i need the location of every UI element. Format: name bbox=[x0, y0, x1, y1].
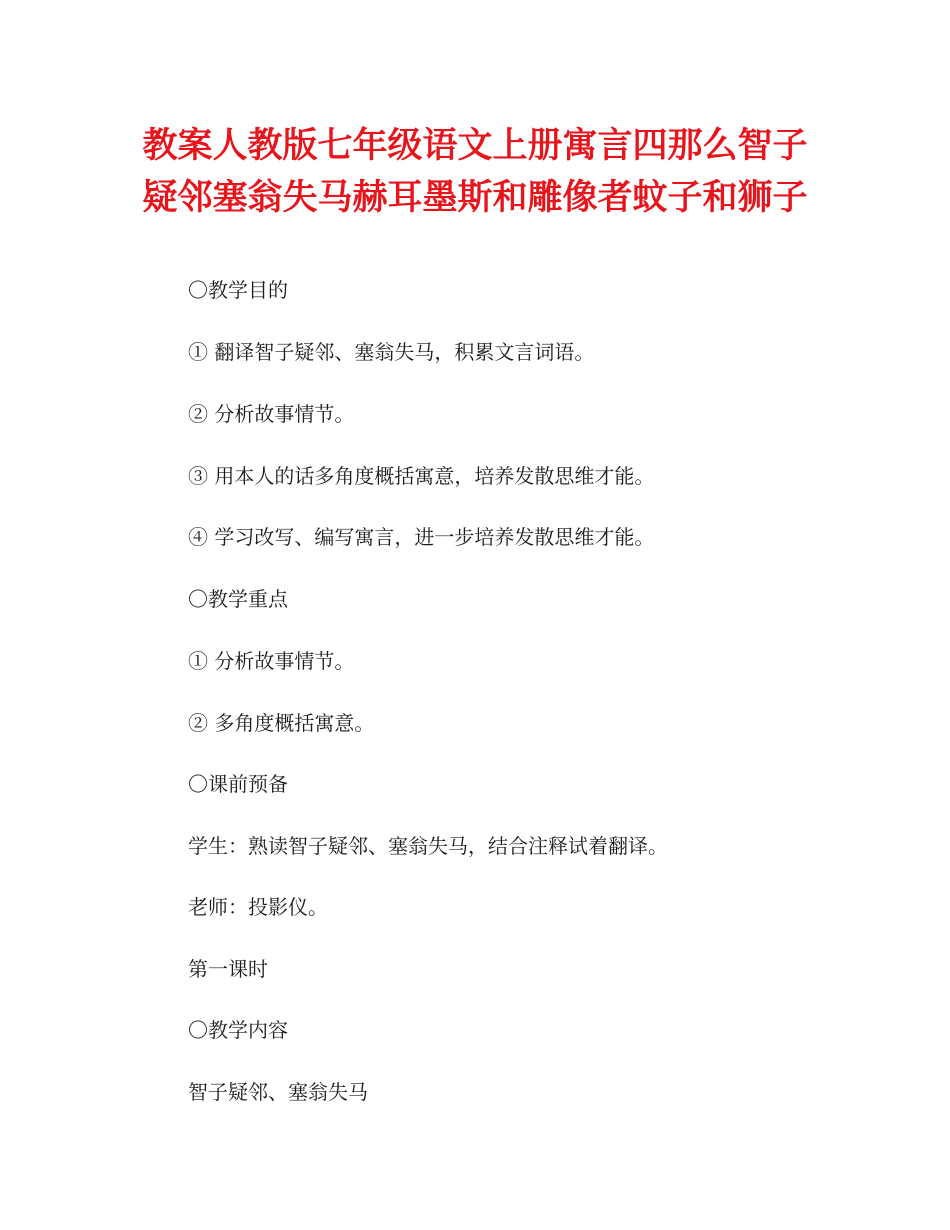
objective-item-1: ① 翻译智子疑邻、塞翁失马，积累文言词语。 bbox=[188, 340, 595, 364]
section-heading-content: 〇教学内容 bbox=[188, 1018, 288, 1042]
section-heading-preparation: 〇课前预备 bbox=[188, 772, 288, 796]
section-heading-objectives: 〇教学目的 bbox=[188, 278, 288, 302]
lesson-period-heading: 第一课时 bbox=[188, 957, 268, 981]
key-point-item-1: ① 分析故事情节。 bbox=[188, 649, 355, 673]
objective-item-3: ③ 用本人的话多角度概括寓意，培养发散思维才能。 bbox=[188, 464, 655, 488]
preparation-students: 学生：熟读智子疑邻、塞翁失马，结合注释试着翻译。 bbox=[188, 834, 668, 858]
preparation-teacher: 老师：投影仪。 bbox=[188, 895, 328, 919]
document-title: 教案人教版七年级语文上册寓言四那么智子疑邻塞翁失马赫耳墨斯和雕像者蚊子和狮子 bbox=[142, 126, 808, 218]
section-heading-key-points: 〇教学重点 bbox=[188, 587, 288, 611]
content-text: 智子疑邻、塞翁失马 bbox=[188, 1080, 368, 1104]
objective-item-4: ④ 学习改写、编写寓言，进一步培养发散思维才能。 bbox=[188, 525, 655, 549]
objective-item-2: ② 分析故事情节。 bbox=[188, 402, 355, 426]
key-point-item-2: ② 多角度概括寓意。 bbox=[188, 711, 375, 735]
